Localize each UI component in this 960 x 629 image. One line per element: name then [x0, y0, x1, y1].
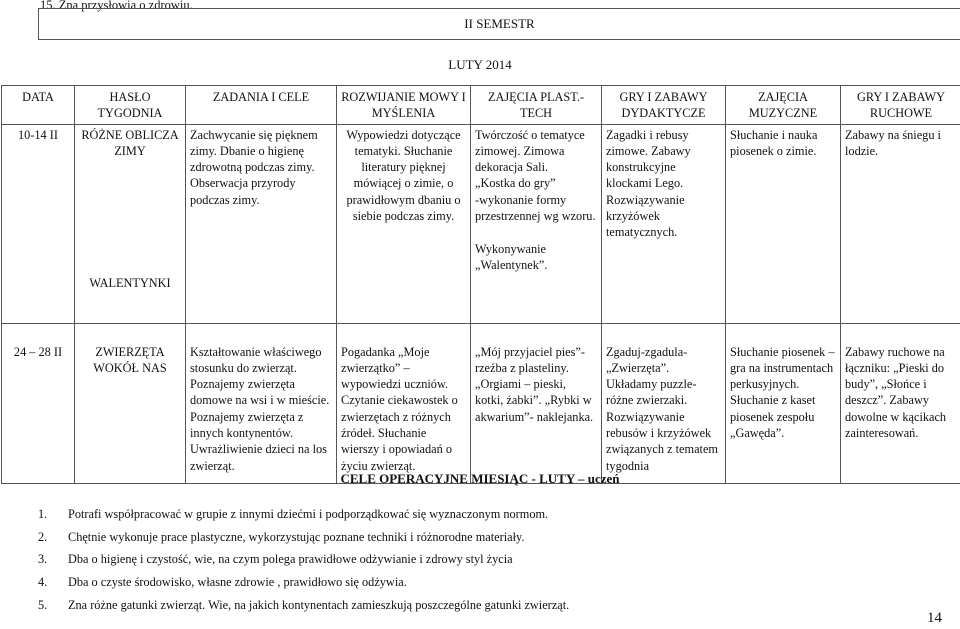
- goals-title: CELE OPERACYJNE MIESIĄC - LUTY – uczeń: [340, 471, 620, 486]
- header-didactic: GRY I ZABAWY DYDAKTYCZE: [602, 86, 726, 125]
- goal-number: 3.: [38, 552, 48, 567]
- header-movement: GRY I ZABAWY RUCHOWE: [841, 86, 960, 125]
- goal-text: Dba o higienę i czystość, wie, na czym polega prawidłowe odżywianie i zdrowy styl życia: [68, 552, 513, 567]
- header-music: ZAJĘCIA MUZYCZNE: [726, 86, 841, 125]
- table-row: [2, 323, 960, 483]
- row-music: Słuchanie piosenek – gra na instrumentach perkusyjnych. Słuchanie z kaset piosenek zespołu „Gawęda”.: [726, 323, 841, 483]
- header-tasks: ZADANIA I CELE: [186, 86, 337, 125]
- row-speech: Pogadanka „Moje zwierzątko” – wypowiedzi uczniów. Czytanie ciekawostek o zwierzętach z różnych źródeł. Słuchanie wierszy i opowiadań o życiu zwierząt.: [337, 323, 471, 483]
- goal-text: Potrafi współpracować w grupie z innymi dziećmi i podporządkować się wyznaczonym normom.: [68, 507, 549, 521]
- top-list-item: 15. Zna przysłowia o zdrowiu.: [40, 0, 193, 12]
- goal-number: 4.: [38, 575, 48, 590]
- list-item: [38, 503, 569, 526]
- row-tasks: Kształtowanie właściwego stosunku do zwierząt. Poznajemy zwierzęta domowe na wsi i w mieście. Poznajemy zwierzęta z innych kontynentów. Uwrażliwienie dzieci na los zwierząt.: [186, 323, 337, 483]
- plan-table: [1, 85, 960, 484]
- goal-text: Chętnie wykonuje prace plastyczne, wykorzystując poznane techniki i różnorodne materiały.: [68, 529, 525, 544]
- header-speech: ROZWIJANIE MOWY I MYŚLENIA: [337, 86, 471, 125]
- row-slogan: [75, 124, 186, 323]
- list-item: [38, 594, 569, 617]
- row-didactic: Zagadki i rebusy zimowe. Zabawy konstrukcyjne klockami Lego. Rozwiązywanie krzyżówek tematycznych.: [602, 124, 726, 323]
- semester-heading: II SEMESTR: [38, 8, 960, 40]
- row-movement: Zabawy na śniegu i lodzie.: [841, 124, 960, 323]
- table-row: [2, 124, 960, 323]
- row-music: Słuchanie i nauka piosenek o zimie.: [726, 124, 841, 323]
- goal-number: 2.: [38, 529, 48, 544]
- row-date: 24 – 28 II: [2, 323, 75, 483]
- row-movement: Zabawy ruchowe na łączniku: „Pieski do budy”, „Słońce i deszcz”. Zabawy dowolne w kącikach zainteresowań.: [841, 323, 960, 483]
- row-art: „Mój przyjaciel pies”- rzeźba z plasteliny. „Orgiami – pieski, kotki, żabki”. „Rybki w akwarium”- naklejanka.: [471, 323, 602, 483]
- header-row: [2, 86, 960, 125]
- list-item: [38, 571, 569, 594]
- row-speech: Wypowiedzi dotyczące tematyki. Słuchanie literatury pięknej mówiącej o zimie, o prawidłowym dbaniu o siebie podczas zimy.: [337, 124, 471, 323]
- goals-list: [38, 503, 569, 616]
- header-slogan: HASŁO TYGODNIA: [75, 86, 186, 125]
- row-slogan-extra: WALENTYNKI: [89, 275, 171, 290]
- header-art: ZAJĘCIA PLAST.- TECH: [471, 86, 602, 125]
- row-slogan: ZWIERZĘTA WOKÓŁ NAS: [75, 323, 186, 483]
- goal-text: Dba o czyste środowisko, własne zdrowie , prawidłowo się odżywia.: [68, 575, 407, 590]
- goal-number: 1.: [38, 507, 48, 521]
- row-tasks: Zachwycanie się pięknem zimy. Dbanie o higienę zdrowotną podczas zimy. Obserwacja przyrody podczas zimy.: [186, 124, 337, 323]
- row-didactic: Zgaduj-zgadula- „Zwierzęta”. Układamy puzzle- różne zwierzaki. Rozwiązywanie rebusów i krzyżówek związanych z tematem tygodnia: [602, 323, 726, 483]
- page-number: 14: [927, 610, 942, 626]
- list-item: [38, 526, 569, 549]
- month-heading: LUTY 2014: [448, 57, 512, 72]
- header-date: DATA: [2, 86, 75, 125]
- row-date: 10-14 II: [2, 124, 75, 323]
- row-art: Twórczość o tematyce zimowej. Zimowa dekoracja Sali. „Kostka do gry” -wykonanie formy przestrzennej wg wzoru. Wykonywanie „Walentynek”.: [471, 124, 602, 323]
- list-item: [38, 548, 569, 571]
- goal-number: 5.: [38, 597, 48, 612]
- goal-text: Zna różne gatunki zwierząt. Wie, na jakich kontynentach zamieszkują poszczególne gatunki zwierząt.: [68, 597, 570, 612]
- row-slogan-text: RÓŻNE OBLICZA ZIMY: [81, 127, 179, 158]
